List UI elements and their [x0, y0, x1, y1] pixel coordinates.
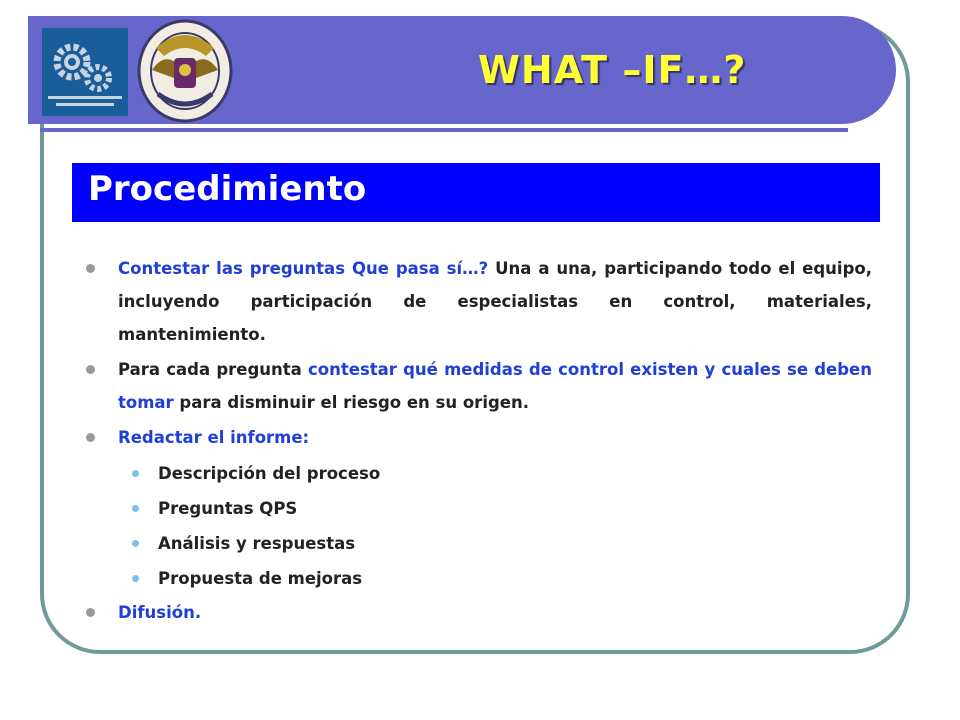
section-heading: Procedimiento	[88, 169, 367, 209]
sub-bullet-text: Análisis y respuestas	[158, 534, 356, 553]
sub-bullet-dot-icon	[132, 505, 139, 512]
sub-bullet-dot-icon	[132, 575, 139, 582]
bullet-text-highlight: Difusión.	[118, 603, 202, 622]
bullet-text-highlight: Redactar el informe:	[118, 428, 310, 447]
bullet-item	[86, 596, 872, 629]
bullet-dot-icon	[86, 264, 95, 273]
bullet-text: Para cada pregunta	[118, 360, 308, 379]
bullet-item	[86, 421, 872, 454]
section-heading-bar	[72, 163, 880, 222]
sub-bullet-item	[86, 561, 872, 596]
sub-bullet-dot-icon	[132, 540, 139, 547]
sub-bullet-item	[86, 491, 872, 526]
bullet-text-highlight: contestar qué medidas de control existen y cuales se deben tomar	[118, 360, 872, 412]
sub-bullet-dot-icon	[132, 470, 139, 477]
bullet-text-highlight: Contestar las preguntas Que pasa sí…?	[118, 259, 489, 278]
sub-bullet-text: Preguntas QPS	[158, 499, 298, 518]
sub-bullet-item	[86, 456, 872, 491]
slide-title: WHAT –IF…?	[478, 48, 747, 92]
bullet-text: Una a una, participando todo el equipo, incluyendo participación de especialistas en control, materiales, mantenimiento.	[118, 259, 872, 344]
eagle-crest-logo-icon	[134, 18, 236, 124]
sub-bullet-text: Propuesta de mejoras	[158, 569, 363, 588]
bullet-item	[86, 353, 872, 419]
bullet-dot-icon	[86, 608, 95, 617]
gear-logo-icon	[42, 28, 128, 116]
bullet-dot-icon	[86, 365, 95, 374]
sub-bullet-text: Descripción del proceso	[158, 464, 381, 483]
bullet-item	[86, 252, 872, 351]
bullet-dot-icon	[86, 433, 95, 442]
sub-bullet-item	[86, 526, 872, 561]
bullet-list	[86, 252, 872, 631]
header-rule	[40, 128, 848, 132]
bullet-text: para disminuir el riesgo en su origen.	[173, 393, 529, 412]
